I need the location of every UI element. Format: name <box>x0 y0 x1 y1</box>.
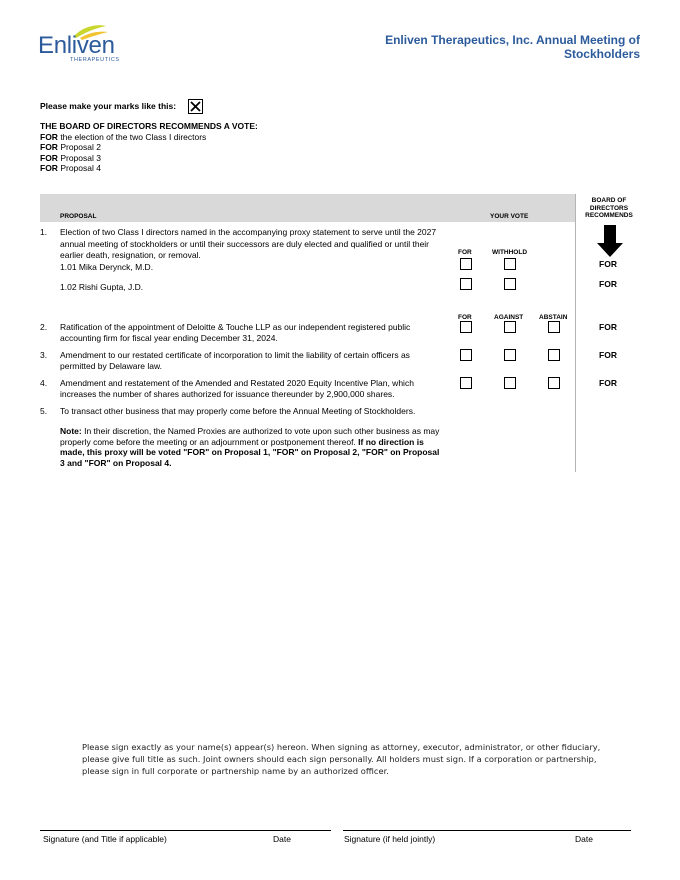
col-for-label: FOR <box>458 314 472 321</box>
down-arrow-icon <box>597 225 623 262</box>
proxy-note: Note: In their discretion, the Named Proxies are authorized to vote upon such other business as may properly come before the meeting or an adjournment or postponement thereof. If no direction is made, this proxy will be voted "FOR" on Proposal 1, "FOR" on Proposal 2, "FOR" on Proposal 3 and "FOR" on Proposal 4. <box>60 426 440 468</box>
nominee-1-for-checkbox[interactable] <box>460 258 472 270</box>
col-withhold-label: WITHHOLD <box>492 249 528 256</box>
col-against-label: AGAINST <box>494 314 524 321</box>
recommendation-line: FOR Proposal 3 <box>40 152 101 163</box>
header-proposal: PROPOSAL <box>60 213 97 220</box>
proposal-1-number: 1. <box>40 227 48 237</box>
header-board-recommends: BOARD OF DIRECTORS RECOMMENDS <box>585 197 633 219</box>
example-mark-x-icon <box>188 99 203 114</box>
proposal-1-text: Election of two Class I directors named in the accompanying proxy statement to serve until the 2027 annual meeting of stockholders or until their successors are duly elected and qualified or until their earlier death, resignation, or removal. <box>60 227 437 260</box>
nominee-2-for-checkbox[interactable] <box>460 278 472 290</box>
proposal-3-number: 3. <box>40 350 48 360</box>
date-1-label: Date <box>273 834 291 844</box>
proposal-2-recommendation: FOR <box>599 322 617 332</box>
signature-1-label: Signature (and Title if applicable) <box>43 834 167 844</box>
nominee-1-name: 1.01 Mika Derynck, M.D. <box>60 262 154 272</box>
col-for-label: FOR <box>458 249 472 256</box>
proposal-4-recommendation: FOR <box>599 378 617 388</box>
proposal-2-against-checkbox[interactable] <box>504 321 516 333</box>
signature-2-label: Signature (if held jointly) <box>344 834 436 844</box>
signature-line-1[interactable] <box>40 830 331 831</box>
recommendation-line: FOR Proposal 2 <box>40 142 101 152</box>
nominee-1-recommendation: FOR <box>599 259 617 269</box>
proposal-4-number: 4. <box>40 378 48 388</box>
proposal-5-number: 5. <box>40 406 48 416</box>
proposal-3-for-checkbox[interactable] <box>460 349 472 361</box>
header-your-vote: YOUR VOTE <box>490 213 529 220</box>
proposal-2-text: Ratification of the appointment of Deloitte & Touche LLP as our independent registered public accounting firm for fiscal year ending December 31, 2024. <box>60 322 411 343</box>
proposal-3-recommendation: FOR <box>599 350 617 360</box>
nominee-2-name: 1.02 Rishi Gupta, J.D. <box>60 282 144 292</box>
page-title: Enliven Therapeutics, Inc. Annual Meeting of Stockholders <box>385 33 640 61</box>
proposal-4-for-checkbox[interactable] <box>460 377 472 389</box>
proposal-5-text: To transact other business that may properly come before the Annual Meeting of Stockholders. <box>60 406 416 416</box>
recommendation-heading: THE BOARD OF DIRECTORS RECOMMENDS A VOTE: <box>40 121 258 131</box>
signing-instructions: Please sign exactly as your name(s) appear(s) hereon. When signing as attorney, executor, administrator, or other fiduciary, please give full title as such. Joint owners should each sign personally. All holders must sign. If a corporation or partnership, please sign in full corporate or partnership name by an authorized officer. <box>82 742 601 776</box>
recommendation-line: FOR the election of the two Class I directors <box>40 131 207 142</box>
col-abstain-label: ABSTAIN <box>539 314 568 321</box>
proposal-4-against-checkbox[interactable] <box>504 377 516 389</box>
recommendation-line: FOR Proposal 4 <box>40 163 101 173</box>
proposal-4-abstain-checkbox[interactable] <box>548 377 560 389</box>
proposal-3-abstain-checkbox[interactable] <box>548 349 560 361</box>
nominee-2-recommendation: FOR <box>599 279 617 289</box>
nominee-1-withhold-checkbox[interactable] <box>504 258 516 270</box>
marks-instruction: Please make your marks like this: <box>40 101 177 111</box>
signature-line-2[interactable] <box>343 830 631 831</box>
date-2-label: Date <box>575 834 593 844</box>
proposal-2-for-checkbox[interactable] <box>460 321 472 333</box>
proposal-2-abstain-checkbox[interactable] <box>548 321 560 333</box>
nominee-2-withhold-checkbox[interactable] <box>504 278 516 290</box>
logo-wordmark: Enliven <box>38 32 115 59</box>
column-divider <box>575 194 576 472</box>
proposal-2-number: 2. <box>40 322 48 332</box>
proposal-3-against-checkbox[interactable] <box>504 349 516 361</box>
proposal-4-text: Amendment and restatement of the Amended and Restated 2020 Equity Incentive Plan, which increases the number of shares authorized for issuance thereunder by 2,900,000 shares. <box>60 378 414 399</box>
logo-subtitle: THERAPEUTICS <box>70 57 120 63</box>
proposal-3-text: Amendment to our restated certificate of incorporation to limit the liability of certain officers as permitted by Delaware law. <box>60 350 410 371</box>
board-recommendation <box>40 121 258 174</box>
